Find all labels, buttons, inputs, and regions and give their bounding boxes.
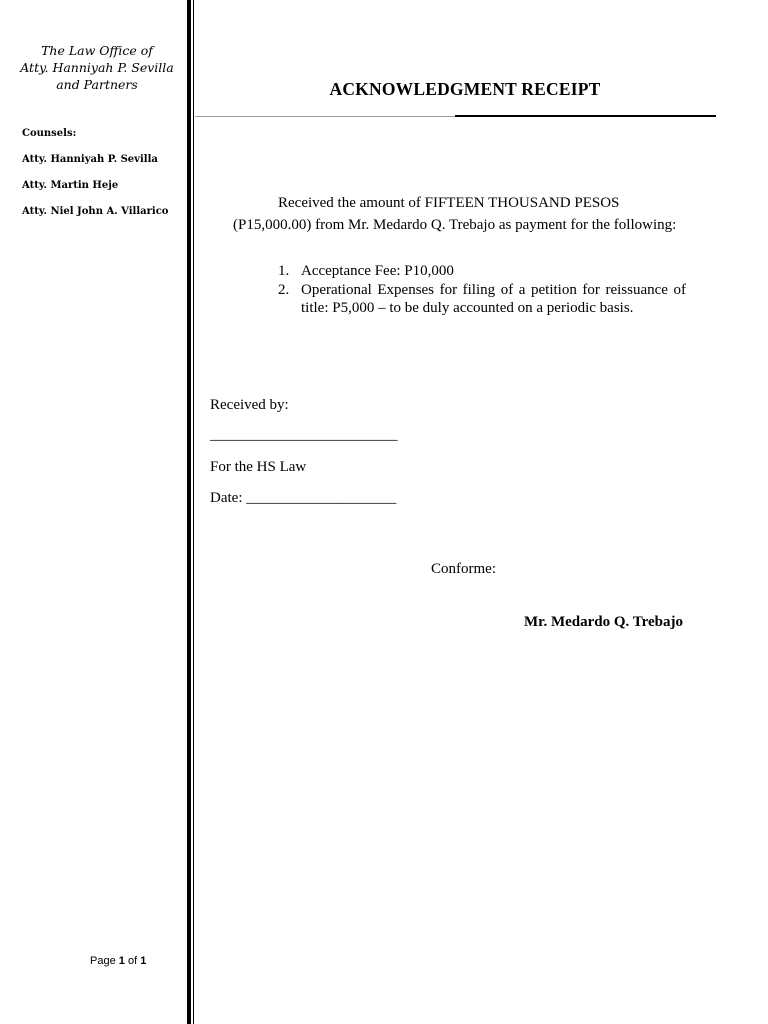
page-of: of [127, 955, 138, 967]
title-underline-right [455, 115, 716, 117]
page-total: 1 [140, 955, 147, 967]
counsel-name: Atty. Martin Heje [22, 180, 119, 191]
list-item [278, 281, 686, 318]
document-title: ACKNOWLEDGMENT RECEIPT [329, 79, 601, 99]
page-current: 1 [118, 955, 125, 967]
counsels-list [22, 127, 187, 231]
firm-name-line-2: Atty. Hanniyah P. Sevilla [20, 60, 174, 75]
firm-name-line-1: The Law Office of [41, 43, 153, 58]
client-name: Mr. Medardo Q. Trebajo [524, 614, 684, 630]
sidebar-divider-thick [187, 0, 191, 1024]
list-item [278, 262, 686, 281]
payment-items-list [278, 262, 686, 318]
date-line: Date: ____________________ [210, 490, 397, 506]
list-item-number: 1. [278, 263, 290, 279]
counsels-heading: Counsels: [22, 128, 77, 139]
firm-name [8, 42, 186, 93]
page-label: Page [90, 955, 116, 967]
signature-line: _________________________ [210, 427, 398, 443]
list-item-text: Operational Expenses for filing of a petition for reissuance of title: P5,000 – to be duly accounted on a periodic basis. [301, 281, 686, 316]
list-item-number: 2. [278, 281, 290, 298]
page-number [90, 955, 146, 967]
for-hs-law-label: For the HS Law [210, 459, 307, 475]
sidebar-divider-thin [193, 0, 194, 1024]
list-item-text: Acceptance Fee: P10,000 [301, 263, 454, 279]
conforme-label: Conforme: [431, 561, 496, 577]
counsel-name: Atty. Hanniyah P. Sevilla [22, 154, 158, 165]
received-by-label: Received by: [210, 397, 289, 413]
firm-name-line-3: and Partners [56, 77, 138, 92]
counsel-name: Atty. Niel John A. Villarico [22, 206, 169, 217]
receipt-paragraph: Received the amount of FIFTEEN THOUSAND PESOS (P15,000.00) from Mr. Medardo Q. Trebajo as payment for the following: [233, 195, 677, 233]
title-underline-left [195, 116, 455, 117]
